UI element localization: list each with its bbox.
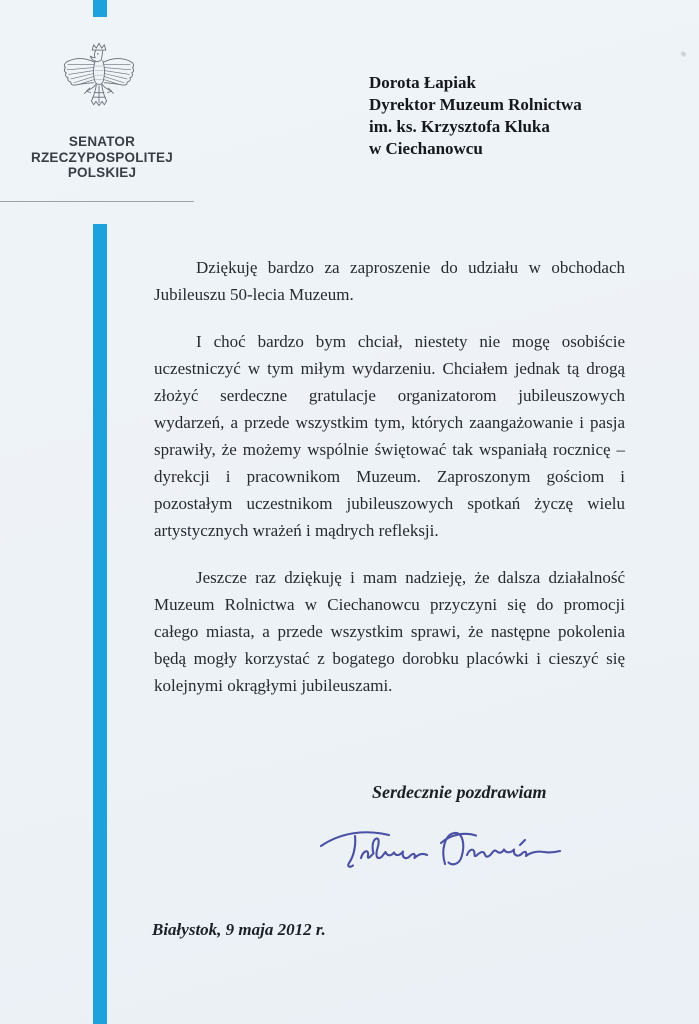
scan-speck <box>680 51 686 57</box>
polish-eagle-emblem-icon <box>61 40 137 124</box>
paragraph-3: Jeszcze raz dziękuję i mam nadzieję, że dalsza działalność Muzeum Rolnictwa w Ciechanowcu przyczyni się do promocji całego miasta, a przede wszystkim sprawi, że następne pokolenia będą mogły korzystać z bogatego dorobku placówki i cieszyć się kolejnymi okrągłymi jubileuszami. <box>154 568 625 695</box>
letter-body <box>154 254 625 719</box>
sender-title-line2: RZECZYPOSPOLITEJ POLSKIEJ <box>31 149 173 180</box>
place-date-text: Białystok, 9 maja 2012 r. <box>152 920 326 939</box>
recipient-name: Dorota Łapiak <box>369 73 476 92</box>
letterhead-divider <box>0 201 194 202</box>
recipient-block <box>369 72 582 160</box>
recipient-title: Dyrektor Muzeum Rolnictwa <box>369 95 582 114</box>
paragraph-2: I choć bardzo bym chciał, niestety nie mogę osobiście uczestniczyć w tym miłym wydarzeniu. Chciałem jednak tą drogą złożyć serdeczne gratulacje organizatorom jubileuszowych wydarzeń, a przede wszystkim tym, których zaangażowanie i pasja sprawiły, że możemy wspólnie świętować tak wspaniałą rocznicę – dyrekcji i pracownikom Muzeum. Zaproszonym gościom i pozostałym uczestnikom jubileuszowych spotkań życzę wielu artystycznych wrażeń i mądrych refleksji. <box>154 332 625 540</box>
recipient-org: im. ks. Krzysztofa Kluka <box>369 117 550 136</box>
recipient-city: w Ciechanowcu <box>369 139 483 158</box>
blue-stripe-main <box>93 224 107 1024</box>
sender-title-line1: SENATOR <box>68 134 136 149</box>
handwritten-signature-icon <box>314 821 566 879</box>
paragraph-1: Dziękuję bardzo za zaproszenie do udziału w obchodach Jubileuszu 50-lecia Muzeum. <box>154 258 625 304</box>
sender-title <box>2 134 202 181</box>
blue-stripe-top <box>93 0 107 17</box>
valediction-text: Serdecznie pozdrawiam <box>372 782 547 802</box>
